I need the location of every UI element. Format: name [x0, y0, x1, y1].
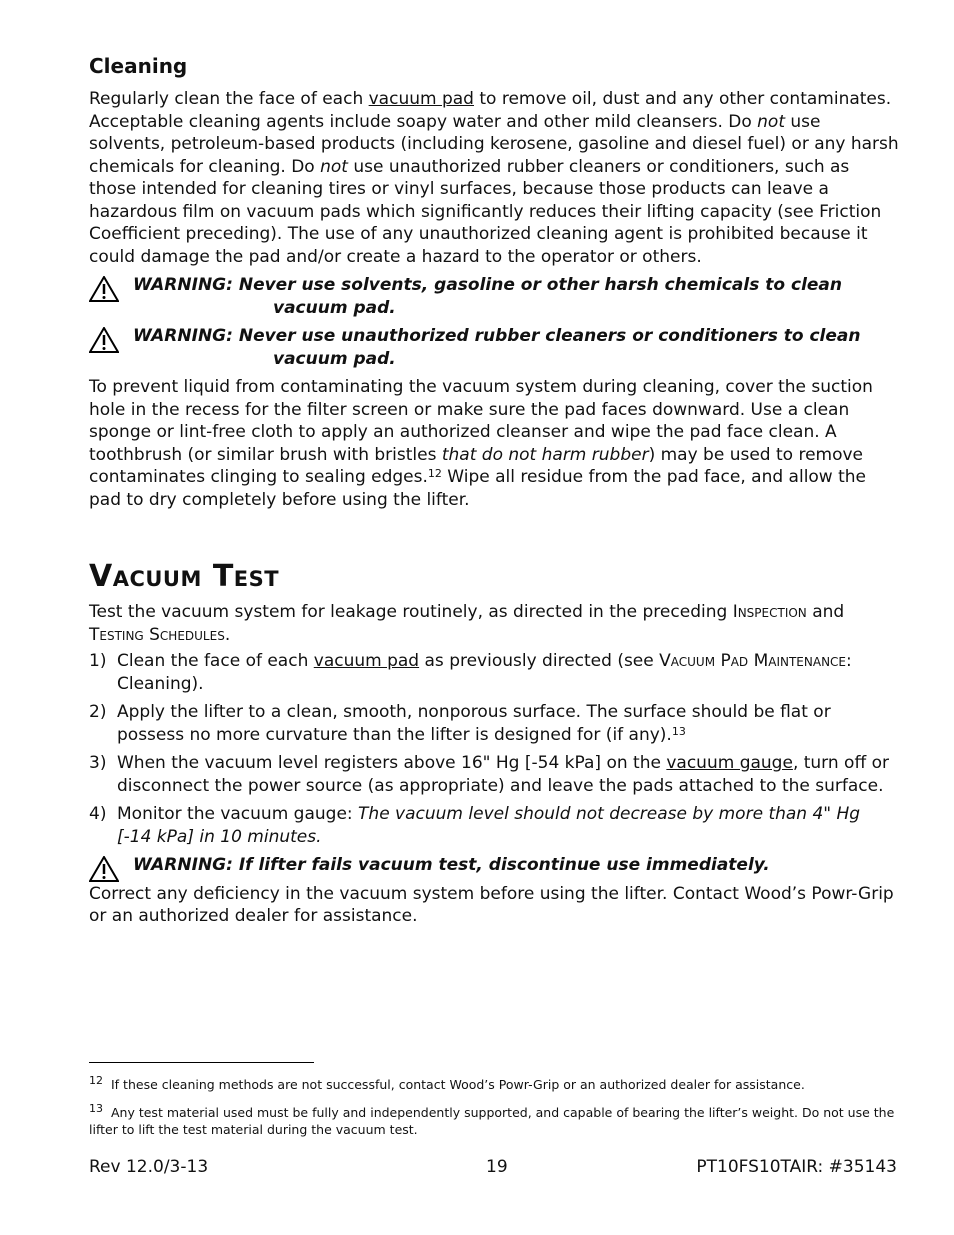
page-content: [89, 54, 899, 928]
page-number: 19: [486, 1157, 508, 1177]
footnote-12: [89, 1076, 901, 1093]
list-item: [89, 650, 899, 695]
warning-text: WARNING: Never use unauthorized rubber cleaners or conditioners to clean: [133, 326, 861, 346]
text-run: Regularly clean the face of each: [89, 89, 369, 109]
emphasis: not: [320, 156, 348, 177]
footnote-divider: [89, 1062, 314, 1063]
text-run: use solvents, petroleum-based products (including kerosene, gasoline and diesel fuel) or any harsh chemicals for cleaning. Do: [89, 111, 899, 177]
warning-text: vacuum pad.: [273, 297, 396, 318]
footnote-ref[interactable]: 13: [671, 724, 686, 738]
text-run: to remove oil, dust and any other contaminates. Acceptable cleaning agents include soapy water and other mild cleansers. Do: [89, 89, 892, 132]
text-run: , turn off or disconnect the power source (as appropriate) and leave the pads attached to the surface.: [117, 753, 889, 796]
warning-text: WARNING: Never use solvents, gasoline or other harsh chemicals to clean: [133, 275, 843, 295]
cleaning-heading: Cleaning: [89, 54, 188, 78]
emphasis: not: [757, 111, 785, 132]
vacuum-gauge-link[interactable]: vacuum gauge: [666, 753, 793, 773]
list-item: [89, 752, 899, 797]
footnote-text: If these cleaning methods are not successful, contact Wood’s Powr-Grip or an authorized dealer for assistance.: [111, 1077, 805, 1092]
list-item: [89, 803, 899, 848]
closing-paragraph: Correct any deficiency in the vacuum system before using the lifter. Contact Wood’s Powr-Grip or an authorized dealer for assistance.: [89, 883, 894, 926]
text-run: Wipe all residue from the pad face, and allow the pad to dry completely before using the lifter.: [89, 467, 867, 510]
text-run: Clean the face of each: [117, 651, 314, 671]
vacuum-test-intro: [89, 601, 899, 646]
footnote-ref[interactable]: 12: [427, 467, 442, 480]
warning-rubber-cleaners: [89, 325, 899, 370]
warning-text: vacuum pad.: [273, 348, 396, 369]
cleaning-paragraph: [89, 88, 899, 268]
emphasis: that do not harm rubber: [441, 444, 649, 465]
vacuum-pad-link[interactable]: vacuum pad: [368, 89, 474, 109]
text-run: as previously directed (see: [419, 651, 660, 671]
section-ref: Vacuum Pad Maintenance: [659, 651, 847, 671]
page-footer: [89, 1157, 897, 1181]
step-number: 3): [89, 753, 107, 773]
text-run: : Cleaning).: [117, 651, 852, 694]
text-run: Apply the lifter to a clean, smooth, nonporous surface. The surface should be flat or possess no more curvature than the lifter is designed for (if any).: [117, 702, 831, 745]
warning-vacuum-test: [89, 854, 899, 877]
step-number: 2): [89, 702, 107, 722]
footnote-number: 12: [89, 1074, 103, 1087]
footnote-13: [89, 1104, 901, 1138]
section-ref: Testing Schedules: [89, 624, 225, 645]
list-item: [89, 701, 899, 746]
vacuum-test-heading: Vacuum Test: [89, 559, 280, 594]
warning-triangle-icon: [89, 327, 119, 353]
text-run: ) may be used to remove contaminates clinging to sealing edges.: [89, 444, 864, 487]
text-run: use unauthorized rubber cleaners or conditioners, such as those intended for cleaning tires or vinyl surfaces, because those products can leave a hazardous film on vacuum pads which significantly reduces their lifting capacity (see Friction Coefficient preceding). The use of any unauthorized cleaning agent is prohibited because it could damage the pad and/or create a hazard to the operator or others.: [89, 156, 882, 267]
model-number: PT10FS10TAIR: #35143: [696, 1157, 897, 1177]
cleaning-procedure-paragraph: [89, 376, 899, 511]
warning-triangle-icon: [89, 276, 119, 302]
text-run: Monitor the vacuum gauge:: [117, 804, 359, 824]
text-run: When the vacuum level registers above 16" Hg [-54 kPa] on the: [117, 753, 667, 773]
text-run: To prevent liquid from contaminating the vacuum system during cleaning, cover the suction hole in the recess for the filter screen or make sure the pad faces downward. Use a clean sponge or lint-free cloth to apply an authorized cleanser and wipe the pad face clean. A toothbrush (or similar brush with bristles: [89, 377, 873, 465]
warning-solvents: [89, 274, 899, 319]
warning-text: WARNING: If lifter fails vacuum test, discontinue use immediately.: [133, 855, 770, 875]
text-run: Test the vacuum system for leakage routinely, as directed in the preceding: [89, 602, 733, 622]
step-number: 1): [89, 651, 107, 671]
footnote-text: Any test material used must be fully and independently supported, and capable of bearing the lifter’s weight. Do not use the lifter to lift the test material during the vacuum test.: [89, 1105, 895, 1137]
warning-triangle-icon: [89, 856, 119, 882]
section-ref: Inspection: [732, 602, 807, 622]
test-steps-list: [89, 650, 899, 848]
text-run: and: [806, 602, 845, 622]
emphasis: The vacuum level should not decrease by more than 4" Hg [-14 kPa] in 10 minutes.: [117, 804, 861, 847]
step-number: 4): [89, 804, 107, 824]
vacuum-pad-link[interactable]: vacuum pad: [313, 651, 420, 671]
footnote-number: 13: [89, 1102, 103, 1115]
revision-label: Rev 12.0/3-13: [89, 1157, 209, 1177]
text-run: .: [224, 624, 231, 645]
